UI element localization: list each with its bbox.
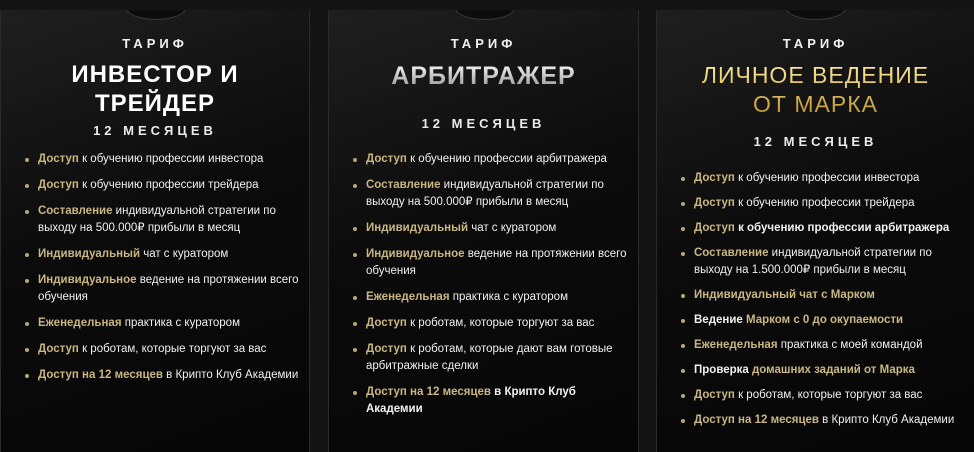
bullet-icon <box>681 394 685 398</box>
card-top-notch <box>126 10 186 20</box>
feature-highlight: Еженедельная <box>366 291 450 303</box>
feature-text: к роботам, которые торгуют за вас <box>734 389 923 401</box>
feature-list <box>23 151 303 393</box>
tariff-card-investor-trader <box>0 10 310 452</box>
tariff-period: 12 МЕСЯЦЕВ <box>93 123 217 138</box>
bullet-icon <box>353 158 357 162</box>
feature-item <box>679 337 969 354</box>
bullet-icon <box>353 348 357 352</box>
feature-highlight: Индивидуальный <box>38 248 141 260</box>
feature-text: чат с куратором <box>140 248 229 260</box>
feature-text: к обучению профессии трейдера <box>78 179 259 191</box>
feature-text: в Крипто Клуб Академии <box>162 369 299 381</box>
feature-item <box>351 315 631 332</box>
bullet-icon <box>681 344 685 348</box>
tariff-period: 12 МЕСЯЦЕВ <box>753 134 878 149</box>
feature-text: практика с моей командой <box>777 339 923 351</box>
card-top-notch <box>786 10 846 20</box>
feature-item <box>351 177 631 211</box>
feature-item <box>23 272 303 306</box>
feature-item <box>351 384 631 418</box>
feature-item <box>23 203 303 237</box>
feature-text: к обучению профессии трейдера <box>734 197 915 209</box>
feature-highlight: домашних заданий от Марка <box>752 364 915 376</box>
tariff-kicker: ТАРИФ <box>782 36 849 51</box>
bullet-icon <box>25 279 29 283</box>
feature-item <box>679 387 969 404</box>
feature-highlight: Еженедельная <box>38 317 122 329</box>
feature-highlight: Составление <box>366 179 441 191</box>
bullet-icon <box>353 184 357 188</box>
feature-highlight: Составление <box>38 205 113 217</box>
feature-list <box>679 170 969 437</box>
tariff-kicker: ТАРИФ <box>450 36 517 51</box>
feature-highlight: Индивидуальный чат с Марком <box>694 289 875 301</box>
bullet-icon <box>25 184 29 188</box>
feature-item <box>23 341 303 358</box>
feature-highlight: Доступ <box>694 172 735 184</box>
bullet-icon <box>681 419 685 423</box>
bullet-icon <box>25 158 29 162</box>
feature-item <box>679 287 969 304</box>
feature-item <box>351 246 631 280</box>
tariff-title: АРБИТРАЖЕР <box>329 62 638 91</box>
feature-text: ведение на протяжении всего обучения <box>38 274 299 303</box>
feature-item <box>351 289 631 306</box>
feature-prefix: Ведение <box>694 314 747 326</box>
feature-text: к роботам, которые торгуют за вас <box>78 343 267 355</box>
feature-text: индивидуальной стратегии по выходу на 1.500.000₽ прибыли в месяц <box>694 247 932 276</box>
feature-highlight: Еженедельная <box>694 339 778 351</box>
feature-text: к обучению профессии инвестора <box>78 153 264 165</box>
feature-text: практика с куратором <box>121 317 240 329</box>
feature-highlight: Марком с 0 до окупаемости <box>746 314 904 326</box>
feature-item <box>679 170 969 187</box>
tariff-title: ИНВЕСТОР И ТРЕЙДЕР <box>71 61 239 117</box>
feature-text: к роботам, которые торгуют за вас <box>406 317 595 329</box>
feature-highlight: Доступ <box>38 153 79 165</box>
feature-text: индивидуальной стратегии по выходу на 500.000₽ прибыли в месяц <box>38 205 276 234</box>
bullet-icon <box>25 348 29 352</box>
feature-highlight: Доступ <box>366 317 407 329</box>
feature-item <box>679 195 969 212</box>
feature-highlight: Доступ <box>694 389 735 401</box>
feature-text: к обучению профессии арбитражера <box>406 153 607 165</box>
feature-highlight: Составление <box>694 247 769 259</box>
bullet-icon <box>681 369 685 373</box>
bullet-icon <box>353 391 357 395</box>
bullet-icon <box>353 296 357 300</box>
feature-item <box>351 220 631 237</box>
feature-item <box>679 412 969 429</box>
feature-text: к роботам, которые дают вам готовые арбитражные сделки <box>366 343 613 372</box>
bullet-icon <box>681 252 685 256</box>
tariff-card-arbitrager <box>328 10 639 452</box>
bullet-icon <box>353 253 357 257</box>
bullet-icon <box>353 227 357 231</box>
feature-list <box>351 151 631 427</box>
feature-highlight: Доступ <box>366 153 407 165</box>
bullet-icon <box>681 202 685 206</box>
feature-text: ведение на протяжении всего обучения <box>366 248 627 277</box>
bullet-icon <box>25 322 29 326</box>
feature-text: к обучению профессии арбитражера <box>734 222 950 234</box>
feature-text: в Крипто Клуб Академии <box>818 414 955 426</box>
feature-highlight: Доступ на 12 месяцев <box>366 386 491 398</box>
feature-item <box>23 315 303 332</box>
bullet-icon <box>681 227 685 231</box>
feature-text: чат с куратором <box>468 222 557 234</box>
feature-item <box>679 362 969 379</box>
feature-item <box>23 367 303 384</box>
tariff-title: ЛИЧНОЕ ВЕДЕНИЕ ОТ МАРКА <box>657 61 974 119</box>
feature-highlight: Индивидуальный <box>366 222 469 234</box>
feature-highlight: Доступ <box>38 179 79 191</box>
feature-highlight: Доступ <box>366 343 407 355</box>
bullet-icon <box>25 210 29 214</box>
feature-item <box>679 312 969 329</box>
feature-text: в Крипто Клуб Академии <box>366 386 576 415</box>
feature-highlight: Доступ <box>694 222 735 234</box>
feature-item <box>23 177 303 194</box>
card-top-notch <box>455 10 515 20</box>
bullet-icon <box>353 322 357 326</box>
feature-item <box>679 220 969 237</box>
feature-text: индивидуальной стратегии по выходу на 500.000₽ прибыли в месяц <box>366 179 604 208</box>
tariff-card-personal-mark <box>656 10 974 452</box>
feature-item <box>679 245 969 279</box>
feature-highlight: Доступ <box>694 197 735 209</box>
bullet-icon <box>681 319 685 323</box>
feature-highlight: Индивидуальное <box>38 274 137 286</box>
feature-item <box>23 151 303 168</box>
feature-item <box>23 246 303 263</box>
feature-highlight: Доступ <box>38 343 79 355</box>
bullet-icon <box>681 294 685 298</box>
feature-highlight: Доступ на 12 месяцев <box>694 414 819 426</box>
feature-text: к обучению профессии инвестора <box>734 172 920 184</box>
feature-highlight: Доступ на 12 месяцев <box>38 369 163 381</box>
feature-item <box>351 341 631 375</box>
feature-highlight: Индивидуальное <box>366 248 465 260</box>
bullet-icon <box>25 253 29 257</box>
bullet-icon <box>25 374 29 378</box>
feature-item <box>351 151 631 168</box>
feature-prefix: Проверка <box>694 364 752 376</box>
tariff-kicker: ТАРИФ <box>122 36 188 51</box>
feature-text: практика с куратором <box>449 291 568 303</box>
tariff-period: 12 МЕСЯЦЕВ <box>421 116 546 131</box>
bullet-icon <box>681 177 685 181</box>
